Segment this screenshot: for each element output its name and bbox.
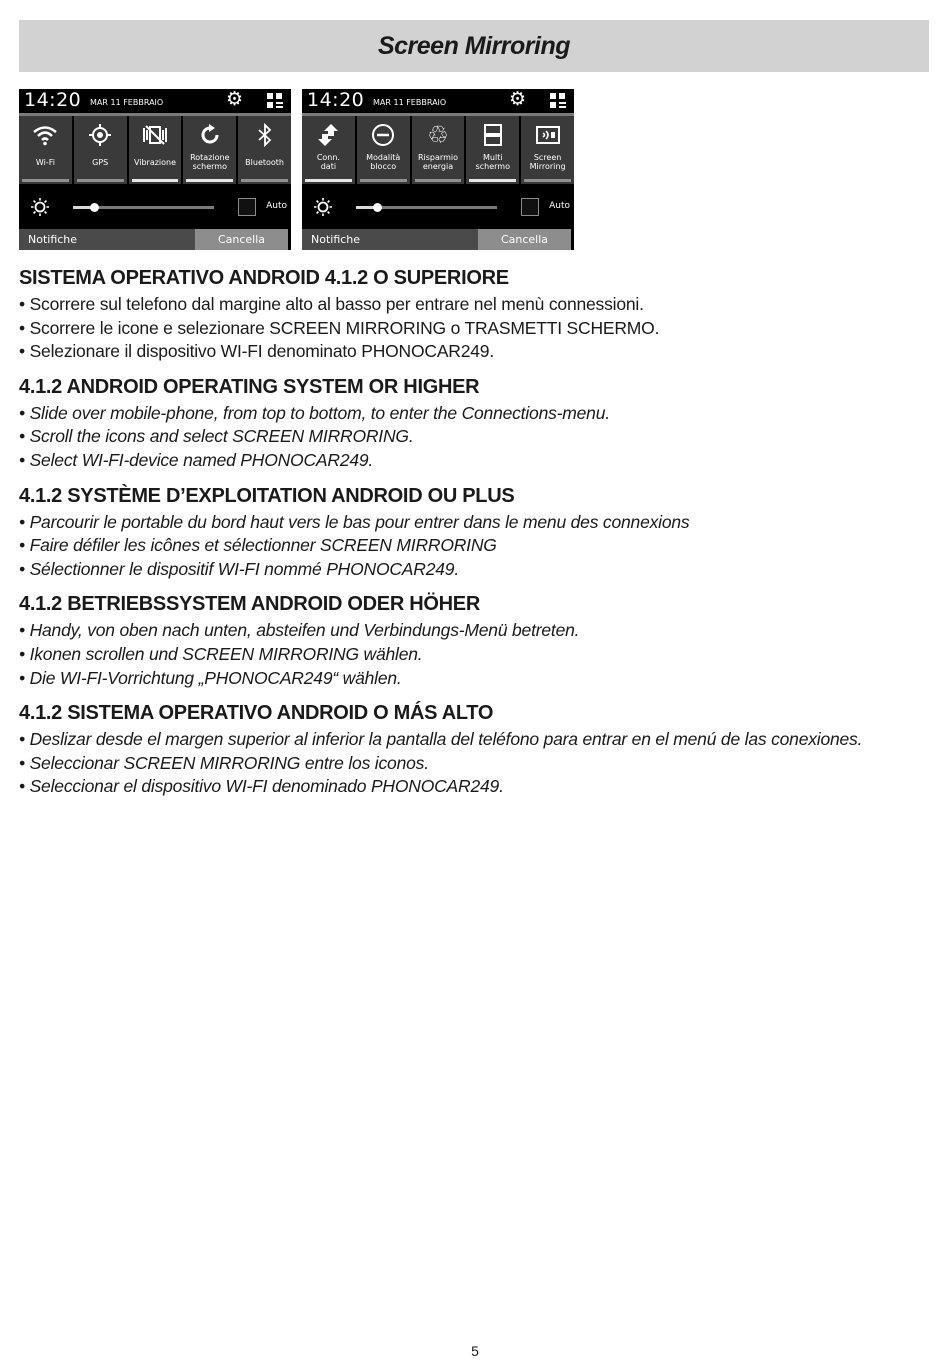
tile-power-saving[interactable] xyxy=(412,116,465,184)
gear-icon[interactable]: ⚙ xyxy=(508,89,526,110)
section-heading: 4.1.2 BETRIEBSSYSTEM ANDROID ODER HÖHER xyxy=(19,593,480,616)
section-italian xyxy=(19,265,929,364)
bottom-bar xyxy=(19,229,291,250)
rotate-icon xyxy=(197,122,223,148)
status-bar xyxy=(19,89,291,113)
cancel-button[interactable]: Cancella xyxy=(195,229,288,250)
tile-bluetooth[interactable] xyxy=(238,116,291,184)
instruction-list xyxy=(19,293,929,364)
list-item: • Parcourir le portable du bord haut vers le bas pour entrer dans le menu des connexions xyxy=(19,511,690,532)
list-item: • Select WI-FI-device named PHONOCAR249. xyxy=(19,449,374,470)
section-spanish xyxy=(19,700,929,799)
brightness-icon xyxy=(31,198,49,216)
list-item: • Die WI-FI-Vorrichtung „PHONOCAR249“ wählen. xyxy=(19,667,402,688)
section-heading: 4.1.2 ANDROID OPERATING SYSTEM OR HIGHER xyxy=(19,375,480,398)
auto-checkbox[interactable] xyxy=(521,198,539,216)
tile-mobile-data[interactable] xyxy=(302,116,355,184)
list-item: • Deslizar desde el margen superior al inferior la pantalla del teléfono para entrar en el menú de las conexiones. xyxy=(19,729,863,750)
tile-rotation[interactable] xyxy=(183,116,236,184)
section-french xyxy=(19,483,929,582)
section-heading: SISTEMA OPERATIVO ANDROID 4.1.2 O SUPERIORE xyxy=(19,267,509,289)
wifi-icon xyxy=(32,122,58,148)
grid-menu-icon[interactable] xyxy=(550,93,566,109)
instructions xyxy=(19,265,929,809)
notifications-label: Notifiche xyxy=(19,229,195,250)
list-item: • Faire défiler les icônes et sélectionner SCREEN MIRRORING xyxy=(19,535,497,556)
status-bar xyxy=(302,89,574,113)
tile-gps[interactable] xyxy=(74,116,127,184)
tile-label: Modalità blocco xyxy=(366,153,401,171)
list-item: • Scroll the icons and select SCREEN MIRRORING. xyxy=(19,426,414,447)
instruction-list xyxy=(19,619,929,690)
section-heading: 4.1.2 SYSTÈME D’EXPLOITATION ANDROID OU PLUS xyxy=(19,484,515,507)
tile-label: Risparmio energia xyxy=(417,153,458,171)
tile-indicator xyxy=(186,179,233,182)
tile-block-mode[interactable] xyxy=(357,116,410,184)
section-german xyxy=(19,591,929,690)
instruction-list xyxy=(19,402,929,473)
tile-label: Rotazione schermo xyxy=(190,153,230,171)
screen-mirroring-icon xyxy=(535,122,561,148)
date: MAR 11 FEBBRAIO xyxy=(90,98,164,107)
grid-menu-icon[interactable] xyxy=(267,93,283,109)
multi-window-icon xyxy=(480,122,506,148)
brightness-icon xyxy=(314,198,332,216)
list-item: • Selezionare il dispositivo WI-FI denominato PHONOCAR249. xyxy=(19,341,494,362)
list-item: • Seleccionar SCREEN MIRRORING entre los iconos. xyxy=(19,752,429,773)
tile-indicator xyxy=(77,179,124,182)
list-item: • Handy, von oben nach unten, absteifen und Verbindungs-Menü betreten. xyxy=(19,620,580,641)
cancel-button[interactable]: Cancella xyxy=(478,229,571,250)
brightness-row xyxy=(19,190,291,226)
quick-settings xyxy=(302,116,574,184)
tile-indicator xyxy=(132,179,179,182)
tile-indicator xyxy=(305,179,352,182)
instruction-list xyxy=(19,728,929,799)
brightness-slider[interactable] xyxy=(356,206,497,209)
tile-screen-mirroring[interactable] xyxy=(521,116,574,184)
list-item: • Seleccionar el dispositivo WI-FI denominado PHONOCAR249. xyxy=(19,776,504,797)
clock: 14:20 xyxy=(24,89,82,111)
list-item: • Sélectionner le dispositif WI-FI nommé PHONOCAR249. xyxy=(19,558,459,579)
quick-settings xyxy=(19,116,291,184)
block-mode-icon xyxy=(370,122,396,148)
phone-screen-2 xyxy=(302,89,574,250)
brightness-knob[interactable] xyxy=(373,203,382,212)
tile-indicator xyxy=(524,179,571,182)
brightness-knob[interactable] xyxy=(90,203,99,212)
tile-wifi[interactable] xyxy=(19,116,72,184)
tile-indicator xyxy=(469,179,516,182)
page-number: 5 xyxy=(471,1343,479,1359)
tile-label: Multi schermo xyxy=(475,153,510,171)
clock: 14:20 xyxy=(307,89,365,111)
tile-indicator xyxy=(22,179,69,182)
brightness-row xyxy=(302,190,574,226)
brightness-slider[interactable] xyxy=(73,206,214,209)
auto-label: Auto xyxy=(266,201,287,211)
auto-checkbox[interactable] xyxy=(238,198,256,216)
section-heading: 4.1.2 SISTEMA OPERATIVO ANDROID O MÁS ALTO xyxy=(19,702,494,725)
data-transfer-icon xyxy=(315,122,341,148)
tile-label: GPS xyxy=(92,157,109,167)
gps-icon xyxy=(87,122,113,148)
tile-multi-window[interactable] xyxy=(466,116,519,184)
date: MAR 11 FEBBRAIO xyxy=(373,98,447,107)
section-english xyxy=(19,374,929,473)
tile-indicator xyxy=(241,179,288,182)
gear-icon[interactable]: ⚙ xyxy=(225,89,243,110)
tile-indicator xyxy=(415,179,462,182)
tile-label: Conn. dati xyxy=(316,153,340,171)
list-item: • Ikonen scrollen und SCREEN MIRRORING wählen. xyxy=(19,643,423,664)
title-bar xyxy=(19,20,929,72)
instruction-list xyxy=(19,511,929,582)
recycle-icon: ♲ xyxy=(427,121,449,149)
tile-indicator xyxy=(360,179,407,182)
tile-label: Bluetooth xyxy=(245,157,284,167)
list-item: • Scorrere sul telefono dal margine alto al basso per entrare nel menù connessioni. xyxy=(19,294,644,314)
list-item: • Scorrere le icone e selezionare SCREEN MIRRORING o TRASMETTI SCHERMO. xyxy=(19,317,660,338)
vibration-icon xyxy=(142,122,168,148)
tile-vibration[interactable] xyxy=(129,116,182,184)
bluetooth-icon xyxy=(252,122,278,148)
list-item: • Slide over mobile-phone, from top to bottom, to enter the Connections-menu. xyxy=(19,402,610,423)
phone-screenshots xyxy=(19,89,574,250)
tile-label: Vibrazione xyxy=(133,157,177,167)
auto-label: Auto xyxy=(549,201,570,211)
phone-screen-1 xyxy=(19,89,291,250)
tile-label: Wi-Fi xyxy=(35,157,55,167)
page-title: Screen Mirroring xyxy=(377,31,571,60)
notifications-label: Notifiche xyxy=(302,229,478,250)
bottom-bar xyxy=(302,229,574,250)
tile-label: Screen Mirroring xyxy=(529,153,566,171)
